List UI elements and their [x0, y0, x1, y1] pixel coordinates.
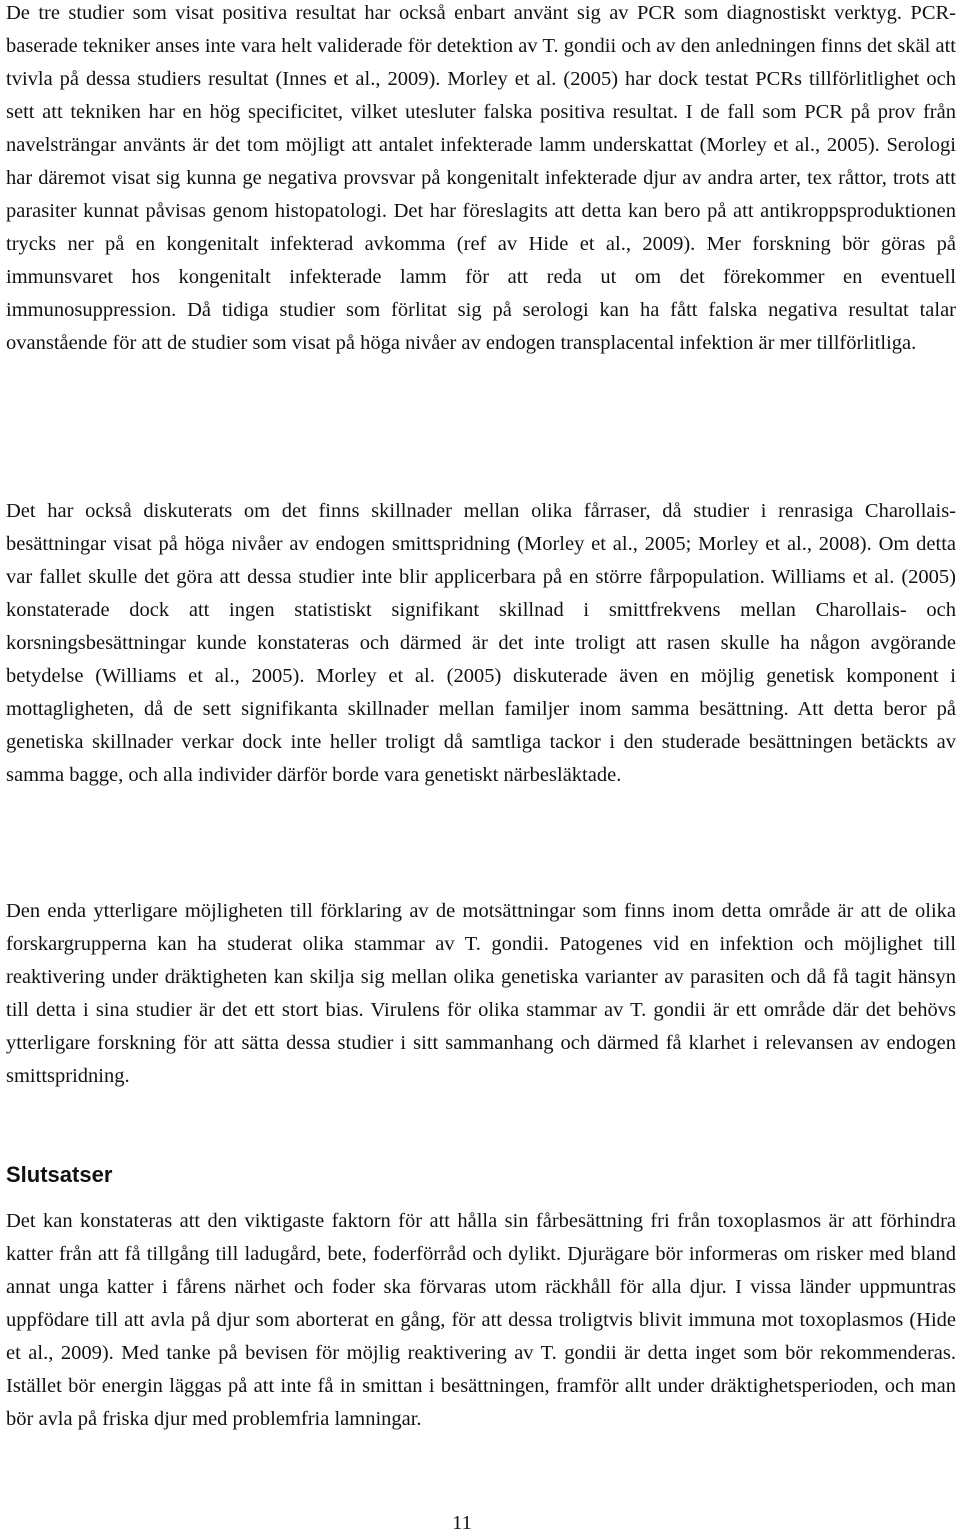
- section-heading-slutsatser: Slutsatser: [6, 1162, 113, 1187]
- paragraph-pcr-diagnostics: De tre studier som visat positiva resultat har också enbart använt sig av PCR som diagnostiskt verktyg. PCR-baserade tekniker anses inte vara helt validerade för detektion av T. gondii och av den anledningen finns det skäl att tvivla på dessa studiers resultat (Innes et al., 2009). Morley et al. (2005) har dock testat PCRs tillförlitlighet och sett att tekniken har en hög specificitet, vilket utesluter falska positiva resultat. I de fall som PCR på prov från navelsträngar använts är det tom möjligt att antalet infekterade lamm underskattat (Morley et al., 2005). Serologi har däremot visat sig kunna ge negativa provsvar på kongenitalt infekterade djur av andra arter, tex råttor, trots att parasiter kunnat påvisas genom histopatologi. Det har föreslagits att detta kan bero på att antikroppsproduktionen trycks ner på en kongenitalt infekterad avkomma (ref av Hide et al., 2009). Mer forskning bör göras på immunsvaret hos kongenitalt infekterade lamm för att reda ut om det förekommer en eventuell immunosuppression. Då tidiga studier som förlitat sig på serologi kan ha fått falska negativa resultat talar ovanstående för att de studier som visat på höga nivåer av endogen transplacental infektion är mer tillförlitliga.: [6, 2, 956, 354]
- paragraph-conclusions: Det kan konstateras att den viktigaste faktorn för att hålla sin fårbesättning fri från toxoplasmos är att förhindra katter från att få tillgång till ladugård, bete, foderförråd och dylikt. Djurägare bör informeras om risker med bland annat unga katter i fårens närhet och foder ska förvaras utom räckhåll för alla djur. I vissa länder uppmuntras uppfödare till att avla på djur som aborterat en gång, för att dessa troligtvis blivit immuna mot toxoplasmos (Hide et al., 2009). Med tanke på bevisen för möjlig reaktivering av T. gondii är detta inget som bör rekommenderas. Istället bör energin läggas på att inte få in smittan i besättningen, framför allt under dräktighetsperioden, och man bör avla på friska djur med problemfria lamningar.: [6, 1210, 956, 1430]
- page-number: 11: [452, 1512, 472, 1534]
- paragraph-strain-differences: Den enda ytterligare möjligheten till förklaring av de motsättningar som finns inom detta område är att de olika forskargrupperna kan ha studerat olika stammar av T. gondii. Patogenes vid en infektion och möjlighet till reaktivering under dräktigheten kan skilja sig mellan olika genetiska varianter av parasiten och då få tagit hänsyn till detta i sina studier är det ett stort bias. Virulens för olika stammar av T. gondii är ett område där det behövs ytterligare forskning för att sätta dessa studier i sitt sammanhang och därmed få klarhet i relevansen av endogen smittspridning.: [6, 900, 956, 1087]
- paragraph-breed-differences: Det har också diskuterats om det finns skillnader mellan olika fårraser, då studier i renrasiga Charollais-besättningar visat på höga nivåer av endogen smittspridning (Morley et al., 2005; Morley et al., 2008). Om detta var fallet skulle det göra att dessa studier inte blir applicerbara på en större fårpopulation. Williams et al. (2005) konstaterade dock att ingen statistiskt signifikant skillnad i smittfrekvens mellan Charollais- och korsningsbesättningar kunde konstateras och därmed är det inte troligt att rasen skulle ha någon avgörande betydelse (Williams et al., 2005). Morley et al. (2005) diskuterade även en möjlig genetisk komponent i mottagligheten, då de sett signifikanta skillnader mellan familjer inom samma besättning. Att detta beror på genetiska skillnader verkar dock inte heller troligt då samtliga tackor i den studerade besättningen betäckts av samma bagge, och alla individer därför borde vara genetiskt närbesläktade.: [6, 500, 956, 786]
